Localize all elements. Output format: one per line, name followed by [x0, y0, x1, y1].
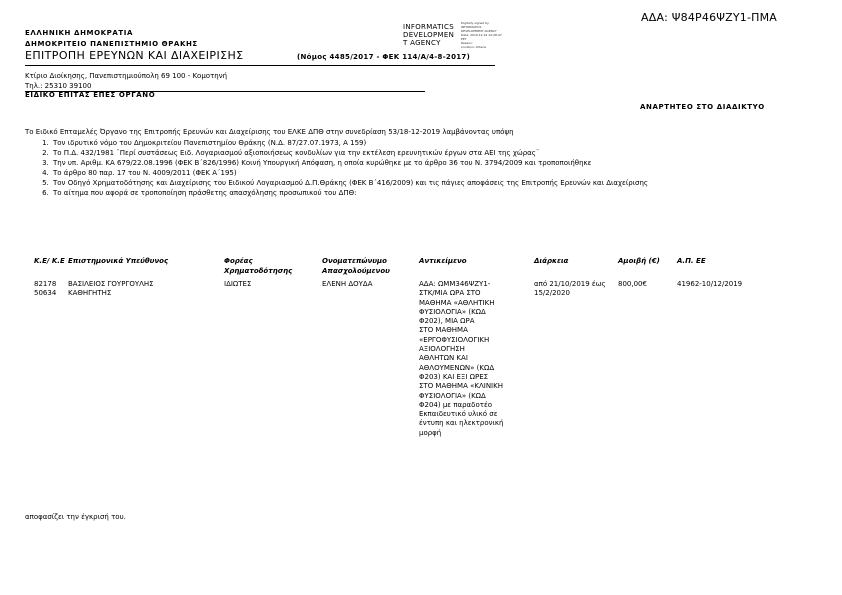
- list-item: 3. Την υπ. Αριθμ. ΚΑ 679/22.08.1996 (ΦΕΚ Β΄826/1996) Κοινή Υπουργική Απόφαση, η οποία κυρώθηκε με το άρθρο 36 του Ν. 3794/2009 και τροποποιήθηκε: [51, 158, 781, 168]
- posting-notice: ΑΝΑΡΤΗΤΕΟ ΣΤΟ ΔΙΑΔΙΚΤΥΟ: [640, 103, 765, 111]
- header-university: ΔΗΜΟΚΡΙΤΕΙΟ ΠΑΝΕΠΙΣΤΗΜΙΟ ΘΡΑΚΗΣ: [25, 40, 198, 48]
- signature-detail: INFORMATICS: [461, 25, 482, 29]
- phone: Τηλ.: 25310 39100: [25, 82, 92, 90]
- list-item: 4. Το άρθρο 80 παρ. 17 του Ν. 4009/2011 (ΦΕΚ Α΄195): [51, 168, 781, 178]
- cell-protocol: 41962-10/12/2019: [677, 280, 743, 288]
- cell-subject: ΑΔΑ: ΩΜΜ346ΨΖΥ1- ΣΤΚ/ΜΙΑ ΩΡΑ ΣΤΟ ΜΑΘΗΜΑ «ΑΘΛΗΤΙΚΗ ΦΥΣΙΟΛΟΓΙΑ» (ΚΩΔ Φ202), ΜΙΑ ΩΡΑ ΣΤΟ ΜΑΘΗΜΑ «ΕΡΓΟΦΥΣΙΟΛΟΓΙΚΗ ΑΞΙΟΛΟΓΗΣΗ ΑΘΛΗΤΩΝ ΚΑΙ ΑΘΛΟΥΜΕΝΩΝ» (ΚΩΔ Φ203) ΚΑΙ ΕΞΙ ΩΡΕΣ ΣΤΟ ΜΑΘΗΜΑ «ΚΛΙΝΙΚΗ ΦΥΣΙΟΛΟΓΙΑ» (ΚΩΔ Φ204) με παραδοτέο Εκπαιδευτικό υλικό σε έντυπη και ηλεκτρονική μορφή: [419, 280, 504, 437]
- col-header-funder: Φορέας Χρηματοδότησης: [224, 257, 293, 275]
- cell-fee: 800,00€: [618, 280, 647, 288]
- intro-paragraph: Το Ειδικό Επταμελές Όργανο της Επιτροπής Ερευνών και Διαχείρισης του ΕΛΚΕ ΔΠΘ στην συνεδρίαση 53/18-12-2019 λαμβάνοντας υπόψη: [25, 128, 514, 136]
- committee-title: ΕΠΙΤΡΟΠΗ ΕΡΕΥΝΩΝ ΚΑΙ ΔΙΑΧΕΙΡΙΣΗΣ: [25, 49, 244, 62]
- list-item: 5. Τον Οδηγό Χρηματοδότησης και Διαχείρισης του Ειδικού Λογαριασμού Δ.Π.Θράκης (ΦΕΚ Β΄416/2009) και τις πάγιες αποφάσεις της Επιτροπής Ερευνών και Διαχείρισης: [51, 178, 781, 188]
- col-header-protocol: Α.Π. ΕΕ: [677, 257, 706, 265]
- col-header-code: Κ.Ε/ Κ.Ε: [34, 257, 65, 265]
- col-header-fee: Αμοιβή (€): [618, 257, 660, 265]
- cell-supervisor: ΒΑΣΙΛΕΙΟΣ ΓΟΥΡΓΟΥΛΗΣ ΚΑΘΗΓΗΤΗΣ: [68, 280, 154, 298]
- signature-details: [461, 21, 502, 49]
- signature-detail: Location: Athens: [461, 45, 487, 49]
- considerations-list: [25, 138, 781, 198]
- signature-detail: Reason:: [461, 41, 473, 45]
- header-rule: [25, 65, 495, 66]
- body-name: ΕΙΔΙΚΟ ΕΠΙΤΑΣ ΕΠΕΣ ΟΡΓΑΝΟ: [25, 91, 156, 99]
- signature-line: DEVELOPMEN: [403, 31, 455, 39]
- signature-detail: DEVELOPMENT AGENCY: [461, 29, 497, 33]
- cell-code: 82178 50634: [34, 280, 57, 298]
- list-item: 1. Τον ιδρυτικό νόμο του Δημοκριτείου Πανεπιστημίου Θράκης (Ν.Δ. 87/27.07.1973, Α 159): [51, 138, 781, 148]
- col-header-supervisor: Επιστημονικά Υπεύθυνος: [68, 257, 169, 265]
- address: Κτίριο Διοίκησης, Πανεπιστημιούπολη 69 100 - Κομοτηνή: [25, 72, 228, 80]
- cell-employee: ΕΛΕΝΗ ΔΟΥΔΑ: [322, 280, 373, 288]
- col-header-duration: Διάρκεια: [534, 257, 569, 265]
- col-header-subject: Αντικείμενο: [419, 257, 467, 265]
- signature-line: INFORMATICS: [403, 23, 454, 31]
- signature-detail: Date: 2019.12.19 12:28:47: [461, 33, 502, 37]
- closing-statement: αποφασίζει την έγκρισή του.: [25, 513, 126, 521]
- digital-signature: [403, 23, 463, 47]
- cell-funder: ΙΔΙΩΤΕΣ: [224, 280, 252, 288]
- ada-number: ΑΔΑ: Ψ84Ρ46ΨΖΥ1-ΠΜΑ: [641, 11, 778, 24]
- table-header-row: [34, 256, 747, 280]
- signature-line: T AGENCY: [403, 39, 441, 47]
- list-item: 2. Το Π.Δ. 432/1981 ¨Περί συστάσεως Ειδ. Λογαριασμού αξιοποιήσεως κονδυλίων για την εκτέλεση ερευνητικών έργων στα ΑΕΙ της χώρας¨: [51, 148, 781, 158]
- signature-detail: EET: [461, 37, 467, 41]
- list-item: 6. Το αίτημα που αφορά σε τροποποίηση πράσθετης απασχόλησης προσωπικού του ΔΠΘ:: [51, 188, 781, 198]
- cell-duration: από 21/10/2019 έως 15/2/2020: [534, 280, 606, 298]
- col-header-employee: Ονοματεπώνυμο Απασχολούμενου: [322, 257, 390, 275]
- law-reference: (Νόμος 4485/2017 - ΦΕΚ 114/Α/4-8-2017): [297, 53, 471, 61]
- signature-detail: Digitally signed by: [461, 21, 489, 25]
- employment-table: [34, 256, 747, 438]
- header-republic: ΕΛΛΗΝΙΚΗ ΔΗΜΟΚΡΑΤΙΑ: [25, 29, 134, 37]
- table-row: [34, 280, 747, 438]
